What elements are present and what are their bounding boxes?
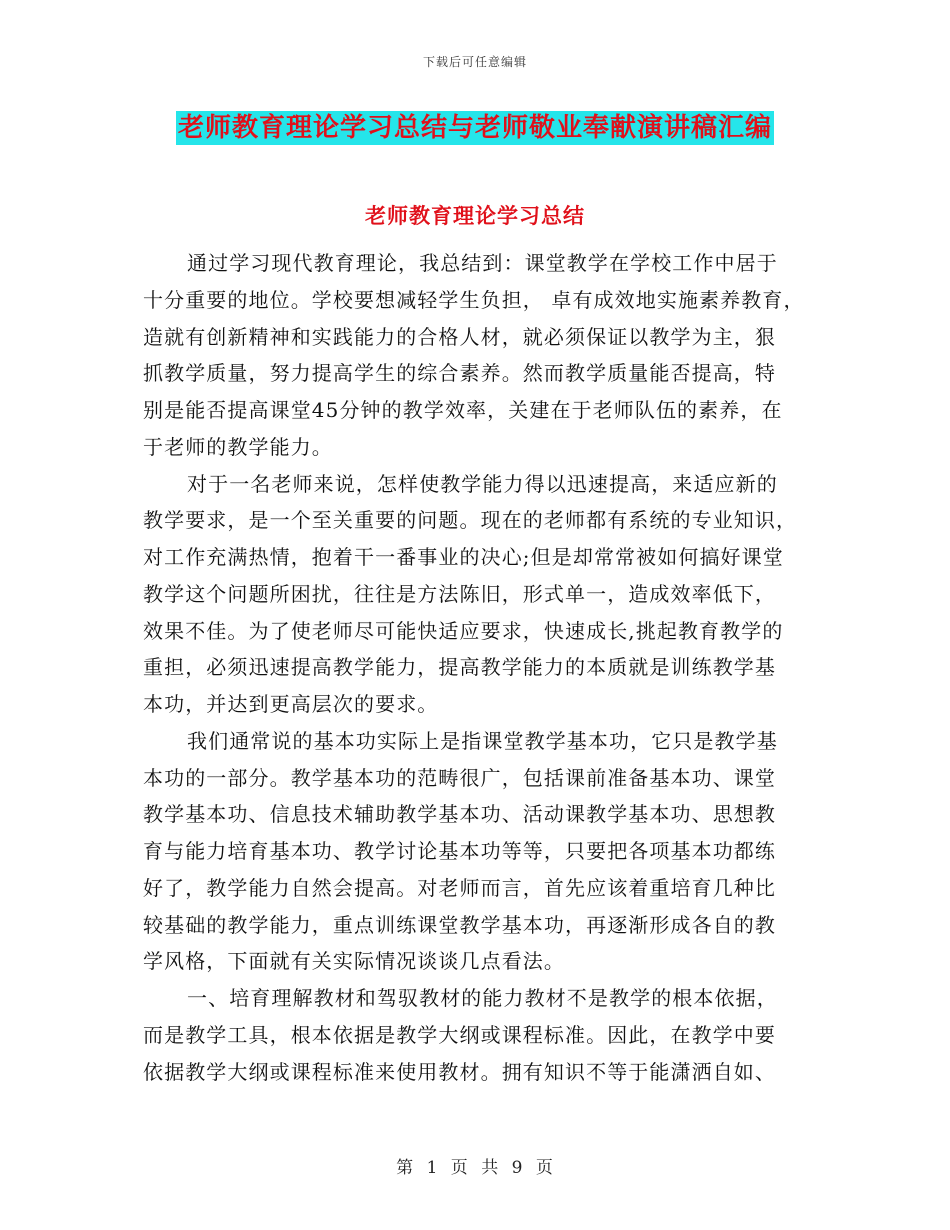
paragraph-line: 教学基本功、信息技术辅助教学基本功、活动课教学基本功、思想教	[143, 802, 776, 827]
paragraph-line: 于老师的教学能力。	[143, 434, 333, 459]
paragraph-line: 教学这个问题所困扰，往往是方法陈旧，形式单一，造成效率低下，	[143, 581, 776, 606]
paragraph-line: 我们通常说的基本功实际上是指课堂教学基本功，它只是教学基	[187, 728, 778, 753]
paragraph-line: 抓教学质量，努力提高学生的综合素养。然而教学质量能否提高，特	[143, 361, 776, 386]
section-title: 老师教育理论学习总结	[365, 203, 585, 228]
main-title: 老师教育理论学习总结与老师敬业奉献演讲稿汇编	[177, 113, 772, 143]
page-number: 第 1 页 共 9 页	[396, 1158, 554, 1178]
paragraph-line: 育与能力培育基本功、教学讨论基本功等等，只要把各项基本功都练	[143, 839, 776, 863]
page-header-note: 下载后可任意编辑	[422, 55, 527, 69]
paragraph-line: 效果不佳。为了使老师尽可能快适应要求，快速成长,挑起教育教学的	[143, 618, 784, 643]
main-title-container	[0, 111, 950, 145]
paragraph-line: 别是能否提高课堂45分钟的教学效率，关建在于老师队伍的素养，在	[143, 398, 783, 422]
paragraph-line: 好了，教学能力自然会提高。对老师而言，首先应该着重培育几种比	[143, 875, 776, 900]
paragraph-line: 十分重要的地位。学校要想减轻学生负担， 卓有成效地实施素养教育，	[143, 287, 805, 312]
paragraph-line: 依据教学大纲或课程标准来使用教材。拥有知识不等于能潇洒自如、	[143, 1059, 776, 1084]
paragraph-line: 重担，必须迅速提高教学能力，提高教学能力的本质就是训练教学基	[143, 655, 776, 680]
paragraph-line: 本功，并达到更高层次的要求。	[143, 692, 439, 716]
paragraph-line: 教学要求，是一个至关重要的问题。现在的老师都有系统的专业知识，	[143, 508, 798, 533]
paragraph-line: 而是教学工具，根本依据是教学大纲或课程标准。因此，在教学中要	[143, 1022, 776, 1047]
body-text	[143, 245, 815, 1090]
paragraph-line: 造就有创新精神和实践能力的合格人材，就必须保证以教学为主，狠	[143, 324, 776, 349]
paragraph-line: 本功的一部分。教学基本功的范畴很广，包括课前准备基本功、课堂	[143, 765, 776, 790]
paragraph-line: 通过学习现代教育理论，我总结到：课堂教学在学校工作中居于	[187, 251, 778, 275]
paragraph-line: 学风格，下面就有关实际情况谈谈几点看法。	[143, 949, 565, 974]
paragraph-line: 对于一名老师来说，怎样使教学能力得以迅速提高，来适应新的	[187, 471, 778, 496]
paragraph-line: 较基础的教学能力，重点训练课堂教学基本功，再逐渐形成各自的教	[143, 912, 776, 937]
paragraph-line: 一、培育理解教材和驾驭教材的能力教材不是教学的根本依据，	[187, 986, 778, 1010]
paragraph-line: 对工作充满热情，抱着干一番事业的决心;但是却常常被如何搞好课堂	[143, 545, 784, 569]
